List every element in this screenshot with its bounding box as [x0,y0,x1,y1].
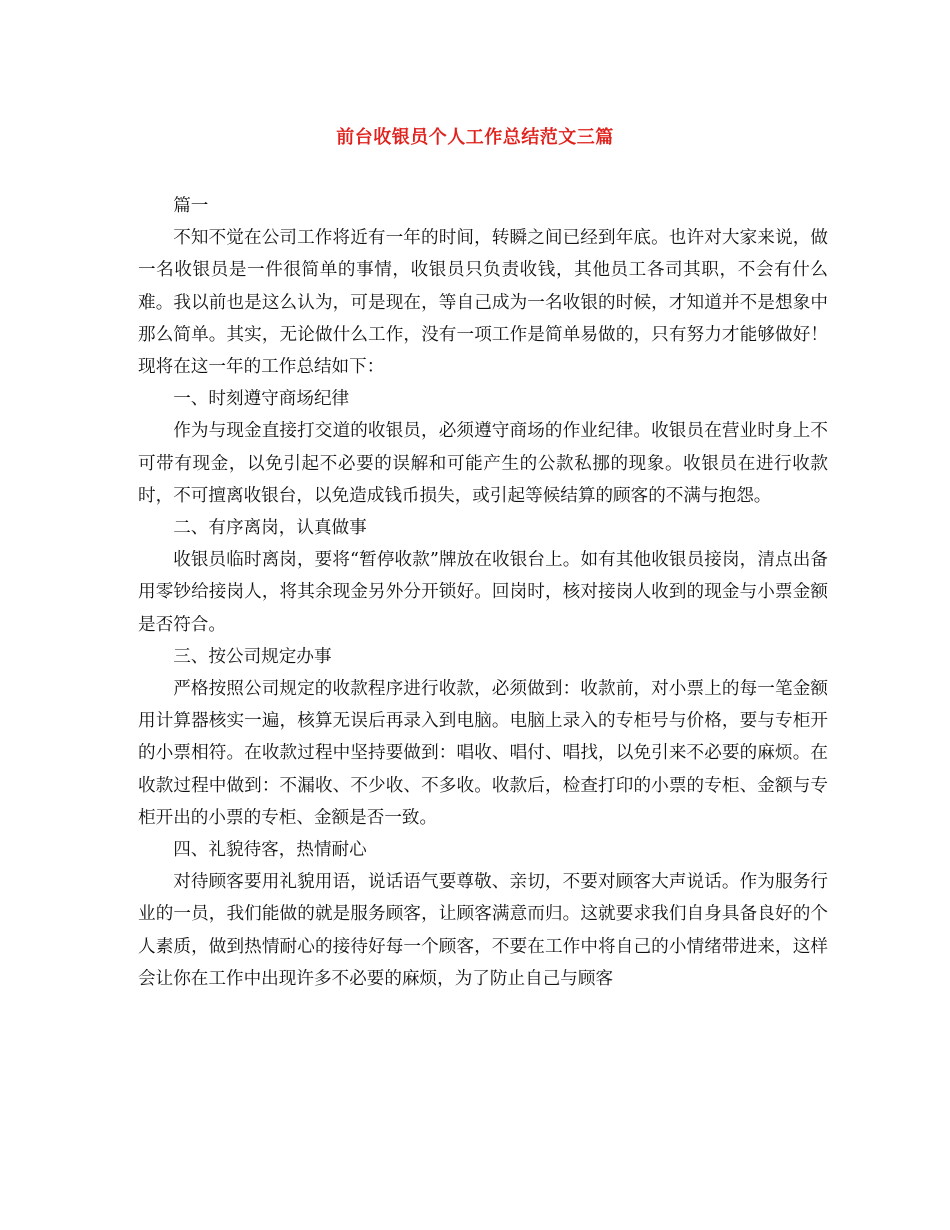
section-heading: 一、时刻遵守商场纪律 [173,389,350,410]
body-paragraph: 不知不觉在公司工作将近有一年的时间，转瞬之间已经到年底。也许对大家来说，做一名收银员是一件很简单的事情，收银员只负责收钱，其他员工各司其职，不会有什么难。我以前也是这么认为，可是现在，等自己成为一名收银的时候，才知道并不是想象中那么简单。其实，无论做什么工作，没有一项工作是简单易做的，只有努力才能够做好！现将在这一年的工作总结如下： [138,228,828,378]
document-title: 前台收银员个人工作总结范文三篇 [336,127,614,148]
document-body [138,190,828,995]
body-paragraph: 对待顾客要用礼貌用语，说话语气要尊敬、亲切，不要对顾客大声说话。作为服务行业的一员，我们能做的就是服务顾客，让顾客满意而归。这就要求我们自身具备良好的个人素质，做到热情耐心的接待好每一个顾客，不要在工作中将自己的小情绪带进来，这样会让你在工作中出现许多不必要的麻烦，为了防止自己与顾客 [138,872,828,989]
section-heading: 四、礼貌待客，热情耐心 [173,840,367,861]
body-paragraph: 收银员临时离岗，要将“暂停收款”牌放在收银台上。如有其他收银员接岗，清点出备用零钞给接岗人，将其余现金另外分开锁好。回岗时，核对接岗人收到的现金与小票金额是否符合。 [138,550,828,635]
body-paragraph: 作为与现金直接打交道的收银员，必须遵守商场的作业纪律。收银员在营业时身上不可带有现金，以免引起不必要的误解和可能产生的公款私挪的现象。收银员在进行收款时，不可擅离收银台，以免造成钱币损失，或引起等候结算的顾客的不满与抱怨。 [138,421,828,506]
section-heading: 二、有序离岗，认真做事 [173,518,367,539]
body-paragraph: 严格按照公司规定的收款程序进行收款，必须做到：收款前，对小票上的每一笔金额用计算器核实一遍，核算无误后再录入到电脑。电脑上录入的专柜号与价格，要与专柜开的小票相符。在收款过程中坚持要做到：唱收、唱付、唱找，以免引来不必要的麻烦。在收款过程中做到：不漏收、不少收、不多收。收款后，检查打印的小票的专柜、金额与专柜开出的小票的专柜、金额是否一致。 [138,679,828,828]
section-heading: 三、按公司规定办事 [173,646,332,667]
section-heading: 篇一 [173,196,209,216]
